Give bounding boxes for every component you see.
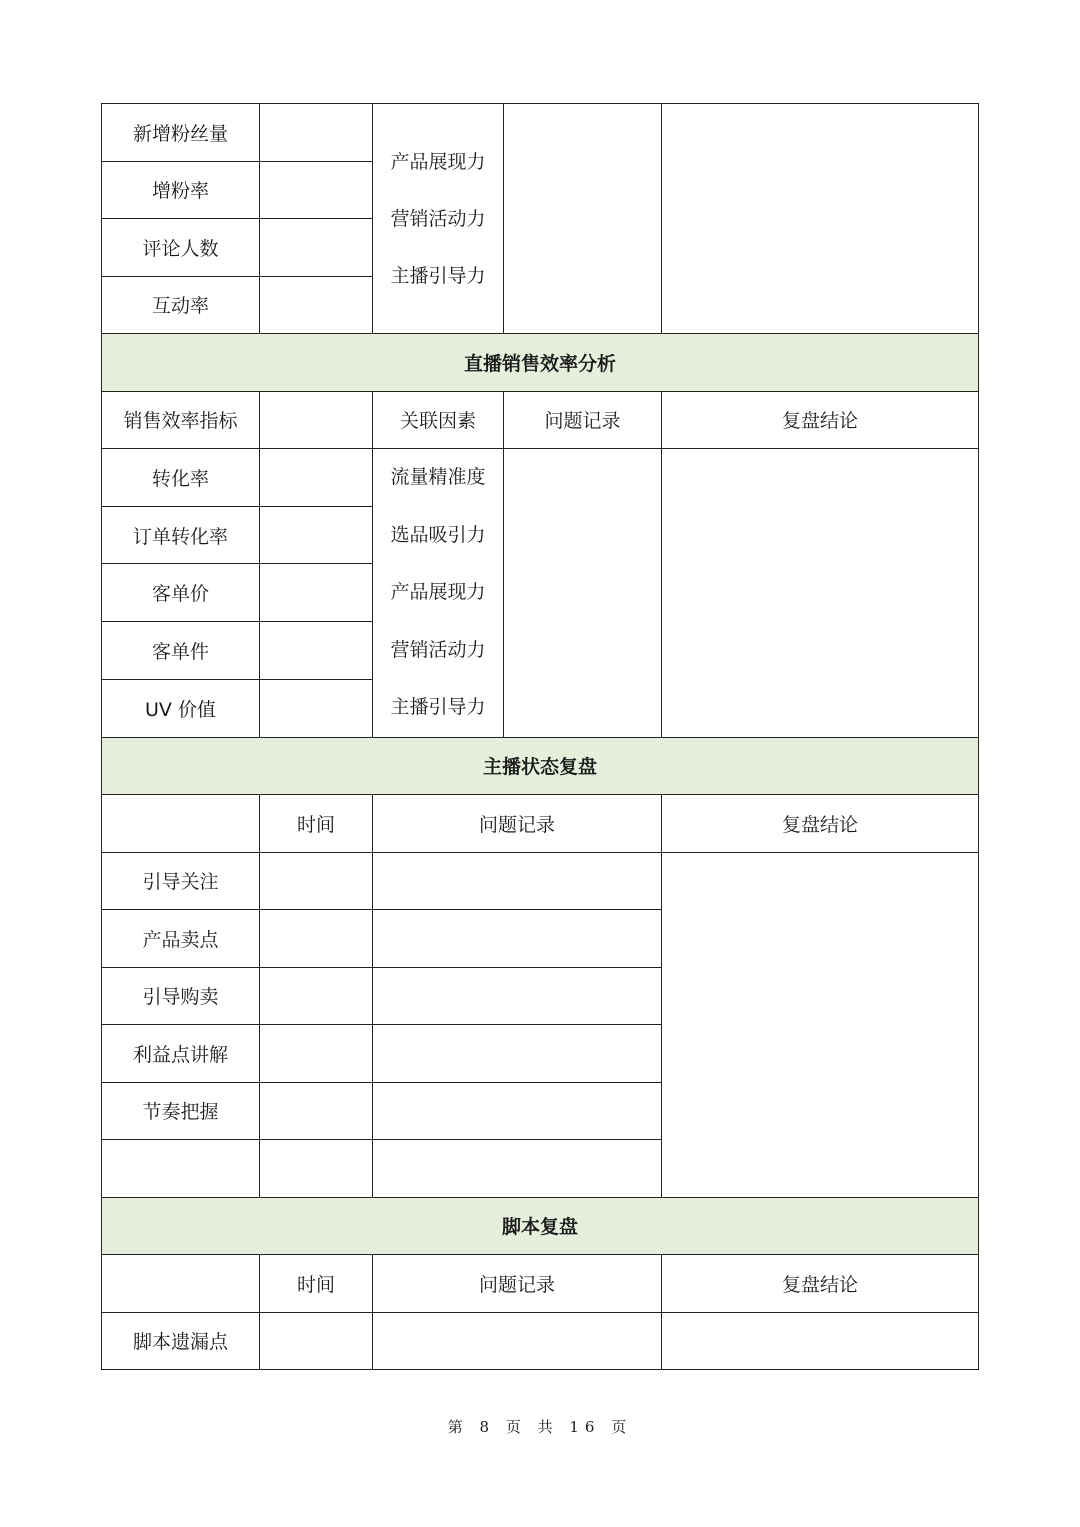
host-item-label: 利益点讲解 [102,1025,260,1083]
host-item-label [102,1140,260,1198]
metric-label: 客单件 [102,622,260,680]
header-conclusion: 复盘结论 [662,1255,979,1313]
time-cell[interactable] [260,1312,373,1370]
issue-cell[interactable] [373,1140,662,1198]
script-item-label: 脚本遗漏点 [102,1312,260,1370]
factor-cell [373,449,504,738]
issue-cell[interactable] [373,910,662,968]
time-cell[interactable] [260,967,373,1025]
host-item-label: 引导关注 [102,852,260,910]
time-cell[interactable] [260,910,373,968]
issue-cell[interactable] [373,1025,662,1083]
metric-label: 增粉率 [102,161,260,219]
factor-label: 选品吸引力 [390,523,486,546]
metric-value-cell[interactable] [260,104,373,162]
header-metric: 销售效率指标 [102,391,260,449]
header-blank [102,795,260,853]
metric-value-cell[interactable] [260,622,373,680]
header-conclusion: 复盘结论 [662,795,979,853]
header-issue: 问题记录 [504,391,662,449]
issue-cell[interactable] [373,1082,662,1140]
metric-label: UV 价值 [102,679,260,737]
metric-value-cell[interactable] [260,219,373,277]
factor-label: 产品展现力 [390,581,486,603]
factor-label: 主播引导力 [390,696,486,718]
time-cell[interactable] [260,852,373,910]
factor-label: 营销活动力 [390,638,486,661]
issue-cell[interactable] [504,449,662,738]
section-title-sales: 直播销售效率分析 [102,334,979,392]
issue-cell[interactable] [373,967,662,1025]
issue-cell[interactable] [504,104,662,334]
metric-value-cell[interactable] [260,679,373,737]
metric-label: 互动率 [102,276,260,334]
review-table [101,103,979,1370]
factor-label: 主播引导力 [390,265,486,287]
issue-cell[interactable] [373,1312,662,1370]
metric-value-cell[interactable] [260,564,373,622]
conclusion-cell[interactable] [662,449,979,738]
metric-label: 新增粉丝量 [102,104,260,162]
metric-value-cell[interactable] [260,161,373,219]
conclusion-cell[interactable] [662,1312,979,1370]
issue-cell[interactable] [373,852,662,910]
header-time: 时间 [260,795,373,853]
factor-label: 营销活动力 [390,208,486,230]
time-cell[interactable] [260,1140,373,1198]
page-footer: 第 8 页 共 16 页 [447,1418,633,1436]
host-item-label: 产品卖点 [102,910,260,968]
metric-value-cell[interactable] [260,506,373,564]
metric-label: 订单转化率 [102,506,260,564]
section-title-script: 脚本复盘 [102,1197,979,1255]
section-title-host: 主播状态复盘 [102,737,979,795]
header-blank [260,391,373,449]
conclusion-cell[interactable] [662,852,979,1197]
conclusion-cell[interactable] [662,104,979,334]
time-cell[interactable] [260,1082,373,1140]
header-conclusion: 复盘结论 [662,391,979,449]
factor-label: 产品展现力 [390,151,486,173]
factor-cell [373,104,504,334]
time-cell[interactable] [260,1025,373,1083]
header-blank [102,1255,260,1313]
header-issue: 问题记录 [373,1255,662,1313]
metric-value-cell[interactable] [260,276,373,334]
header-time: 时间 [260,1255,373,1313]
metric-label: 转化率 [102,449,260,507]
metric-label: 评论人数 [102,219,260,277]
host-item-label: 节奏把握 [102,1082,260,1140]
host-item-label: 引导购卖 [102,967,260,1025]
metric-value-cell[interactable] [260,449,373,507]
metric-label: 客单价 [102,564,260,622]
factor-label: 流量精准度 [390,466,486,488]
header-factor: 关联因素 [373,391,504,449]
header-issue: 问题记录 [373,795,662,853]
